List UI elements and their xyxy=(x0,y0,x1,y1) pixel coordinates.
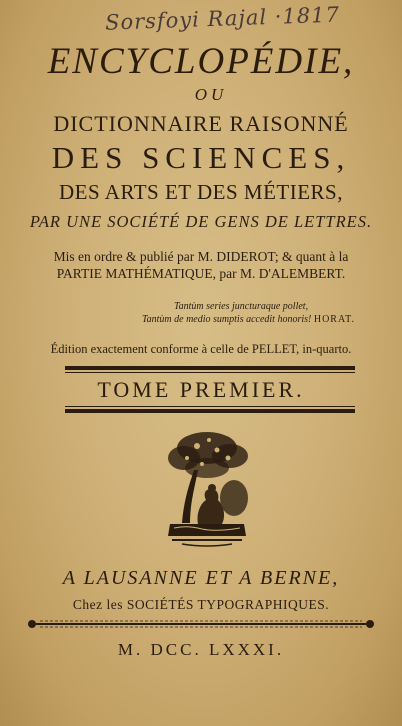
main-title: ENCYCLOPÉDIE, xyxy=(47,41,355,82)
editors-line-1: Mis en ordre & publié par M. DIDEROT; & quant à la xyxy=(53,249,349,264)
thick-rule-top xyxy=(65,366,355,370)
thin-rule-top xyxy=(65,372,355,373)
editors-statement xyxy=(0,248,402,282)
authorship-line: PAR UNE SOCIÉTÉ DE GENS DE LETTRES. xyxy=(29,212,373,231)
imprint-city: A LAUSANNE ET A BERNE, xyxy=(62,567,340,589)
chain-ornament-icon xyxy=(26,617,376,631)
imprint-printer: Chez les SOCIÉTÉS TYPOGRAPHIQUES. xyxy=(72,597,330,612)
edition-note: Édition exactement conforme à celle de PELLET, in-quarto. xyxy=(50,342,352,356)
epigraph-author: HORAT. xyxy=(313,314,355,325)
handwritten-signature: Sorsfoyi Rajal ·1817 xyxy=(104,2,341,35)
subtitle-dictionnaire: DICTIONNAIRE RAISONNÉ xyxy=(53,111,349,136)
editors-line-2: PARTIE MATHÉMATIQUE, par M. D'ALEMBERT. xyxy=(56,266,346,281)
volume-label: TOME PREMIER. xyxy=(97,377,305,402)
subtitle-arts: DES ARTS ET DES MÉTIERS, xyxy=(59,180,343,204)
thin-rule-bottom xyxy=(65,406,355,407)
printers-vignette-icon xyxy=(162,428,252,550)
publication-date: M. DCC. LXXXI. xyxy=(117,640,285,659)
thick-rule-bottom xyxy=(65,409,355,413)
epigraph xyxy=(142,300,355,326)
subtitle-sciences: DES SCIENCES, xyxy=(51,140,351,175)
epigraph-line-1: Tantùm series juncturaque pollet, xyxy=(174,301,309,312)
title-conjunction: OU xyxy=(194,85,228,104)
epigraph-line-2: Tantùm de medio sumptis accedit honoris! xyxy=(142,314,312,325)
